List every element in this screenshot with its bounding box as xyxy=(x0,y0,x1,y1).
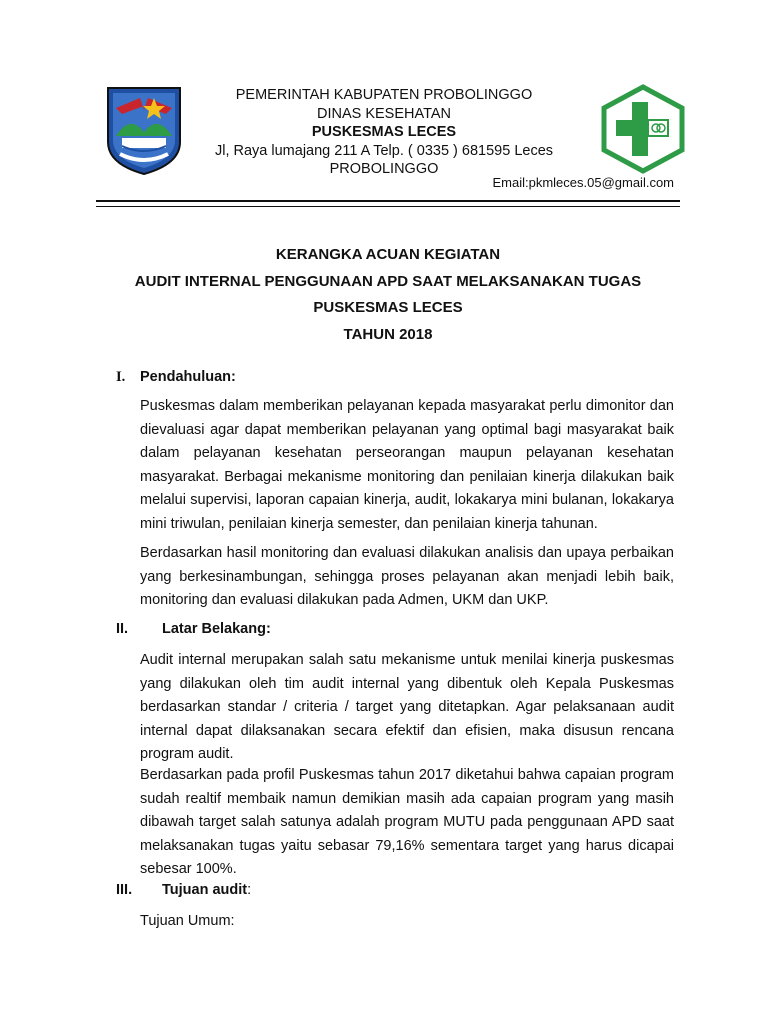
title-line-4: TAHUN 2018 xyxy=(343,325,433,343)
letterhead-address: Jl, Raya lumajang 211 A Telp. ( 0335 ) 681595 Leces xyxy=(214,142,554,159)
title-line-1: KERANGKA ACUAN KEGIATAN xyxy=(275,246,501,263)
regency-coat-of-arms-icon xyxy=(104,84,184,176)
letterhead-institution: PUSKESMAS LECES xyxy=(311,124,457,140)
letterhead-government: PEMERINTAH KABUPATEN PROBOLINGGO xyxy=(235,87,533,103)
section-3-subheading-general: Tujuan Umum: xyxy=(140,913,235,929)
title-line-3: PUSKESMAS LECES xyxy=(313,299,463,316)
letterhead-city: PROBOLINGGO xyxy=(329,161,439,177)
section-2-paragraph-2: Berdasarkan pada profil Puskesmas tahun 2017 diketahui bahwa capaian program sudah realtif membaik namun demikian masih ada capaian program yang masih dibawah target salah satunya adalah program MUTU pada penggunaan APD saat melaksanakan tugas yaitu sebasar 79,16% sementara target yang harus dicapai sebesar 100%. xyxy=(140,767,674,877)
section-3-heading: Tujuan audit xyxy=(162,882,248,898)
letterhead-divider-thin xyxy=(96,206,680,207)
letterhead xyxy=(200,86,568,179)
letterhead-divider-thick xyxy=(96,200,680,202)
document-title xyxy=(96,242,680,348)
title-line-2: AUDIT INTERNAL PENGGUNAAN APD SAAT MELAKSANAKAN TUGAS xyxy=(134,272,642,290)
section-3-heading-colon: : xyxy=(247,882,252,898)
letterhead-email[interactable]: Email:pkmleces.05@gmail.com xyxy=(492,175,674,190)
section-1-paragraph-2: Berdasarkan hasil monitoring dan evaluasi dilakukan analisis dan upaya perbaikan yang berkesinambungan, sehingga proses pelayanan akan menjadi lebih baik, monitoring dan evaluasi dilakukan pada Admen, UKM dan UKP. xyxy=(140,545,674,608)
section-3-heading-line xyxy=(162,882,251,898)
section-3-number: III. xyxy=(116,882,133,898)
letterhead-department: DINAS KESEHATAN xyxy=(316,105,452,122)
section-1-heading: Pendahuluan: xyxy=(140,369,236,385)
section-1-number: I. xyxy=(116,369,126,385)
section-2-number: II. xyxy=(116,621,129,637)
section-2-heading: Latar Belakang: xyxy=(162,621,271,637)
section-2-paragraph-1: Audit internal merupakan salah satu mekanisme untuk menilai kinerja puskesmas yang dilakukan oleh tim audit internal yang dibentuk oleh Kepala Puskesmas berdasarkan standar / criteria / target yang ditetapkan. Agar pelaksanaan audit internal dapat dilaksanakan secara efektif dan efisien, maka disusun rencana program audit. xyxy=(140,652,674,762)
puskesmas-cross-logo-icon xyxy=(598,84,688,174)
section-1-paragraph-1: Puskesmas dalam memberikan pelayanan kepada masyarakat perlu dimonitor dan dievaluasi agar dapat memberikan pelayanan yang optimal bagi masyarakat baik dalam pelayanan kesehatan perseorangan maupun pelayanan kesehatan masyarakat. Berbagai mekanisme monitoring dan penilaian kinerja dilakukan baik melalui supervisi, laporan capaian kinerja, audit, lokakarya mini bulanan, lokakarya mini triwulan, penilaian kinerja semester, dan penilaian kinerja tahunan. xyxy=(140,398,674,532)
